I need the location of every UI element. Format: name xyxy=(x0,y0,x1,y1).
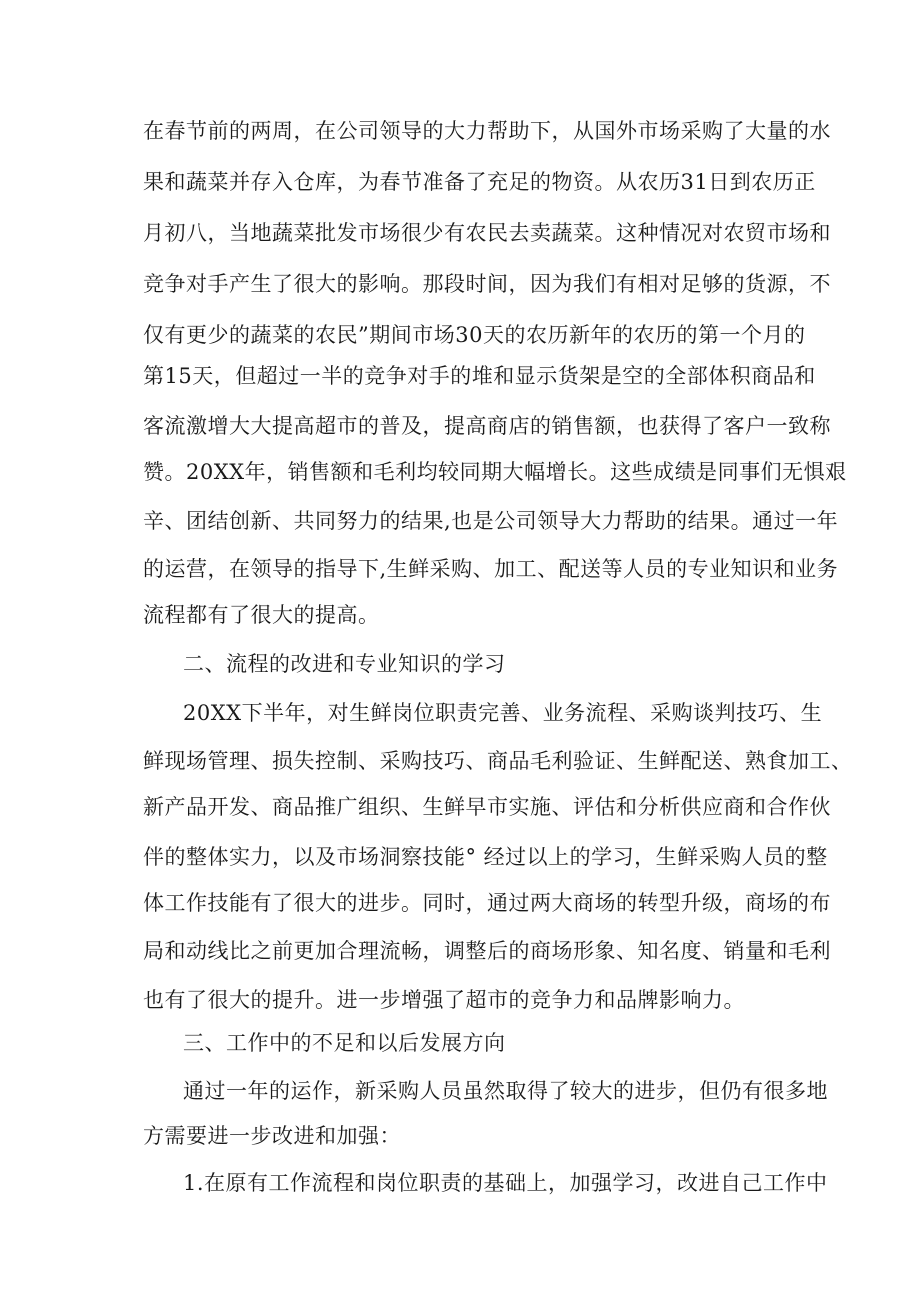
paragraph-1-line-11: 流程都有了很大的提高。 xyxy=(143,603,380,627)
paragraph-3-line-2: 方需要进一步改进和加强： xyxy=(143,1124,401,1148)
paragraph-1-line-2: 果和蔬菜并存入仓库，为春节准备了充足的物资。从农历31日到农历正 xyxy=(143,170,816,194)
paragraph-1-line-3: 月初八，当地蔬菜批发市场很少有农民去卖蔬菜。这种情况对农贸市场和 xyxy=(143,221,831,245)
paragraph-2-line-2: 鲜现场管理、损失控制、采购技巧、商品毛利验证、生鲜配送、熟食加工、 xyxy=(143,749,853,773)
section-heading-2: 二、流程的改进和专业知识的学习 xyxy=(183,652,506,676)
paragraph-2-line-6: 局和动线比之前更加合理流畅，调整后的商场形象、知名度、销量和毛利 xyxy=(143,939,831,963)
paragraph-1-line-10: 的运营，在领导的指导下,生鲜采购、加工、配送等人员的专业知识和业务 xyxy=(143,557,839,581)
paragraph-2-line-4: 伴的整体实力，以及市场洞察技能° 经过以上的学习，生鲜采购人员的整 xyxy=(143,845,828,869)
list-item-1: 1.在原有工作流程和岗位职责的基础上，加强学习，改进自己工作中 xyxy=(183,1171,828,1195)
paragraph-1-line-9: 辛、团结创新、共同努力的结果,也是公司领导大力帮助的结果。通过一年 xyxy=(143,509,839,533)
paragraph-2-line-7: 也有了很大的提升。进一步增强了超市的竞争力和品牌影响力。 xyxy=(143,988,745,1012)
paragraph-2-line-5: 体工作技能有了很大的进步。同时，通过两大商场的转型升级，商场的布 xyxy=(143,891,831,915)
paragraph-1-line-4: 竞争对手产生了很大的影响。那段时间，因为我们有相对足够的货源，不 xyxy=(143,272,831,296)
paragraph-2-line-1: 20XX下半年，对生鲜岗位职责完善、业务流程、采购谈判技巧、生 xyxy=(183,701,823,725)
paragraph-1-line-7: 客流激增大大提高超市的普及，提高商店的销售额，也获得了客户一致称 xyxy=(143,414,831,438)
paragraph-1-line-8: 赞。20XX年，销售额和毛利均较同期大幅增长。这些成绩是同事们无惧艰 xyxy=(143,460,847,484)
section-heading-3: 三、工作中的不足和以后发展方向 xyxy=(183,1031,506,1055)
paragraph-1-line-5: 仅有更少的蔬菜的农民”期间市场30天的农历新年的农历的第一个月的 xyxy=(143,323,806,347)
paragraph-3-line-1: 通过一年的运作，新采购人员虽然取得了较大的进步，但仍有很多地 xyxy=(183,1079,828,1103)
paragraph-1-line-1: 在春节前的两周，在公司领导的大力帮助下，从国外市场采购了大量的水 xyxy=(143,119,831,143)
paragraph-2-line-3: 新产品开发、商品推广组织、生鲜早市实施、评估和分析供应商和合作伙 xyxy=(143,795,831,819)
paragraph-1-line-6: 第15天，但超过一半的竞争对手的堆和显示货架是空的全部体积商品和 xyxy=(143,364,816,388)
